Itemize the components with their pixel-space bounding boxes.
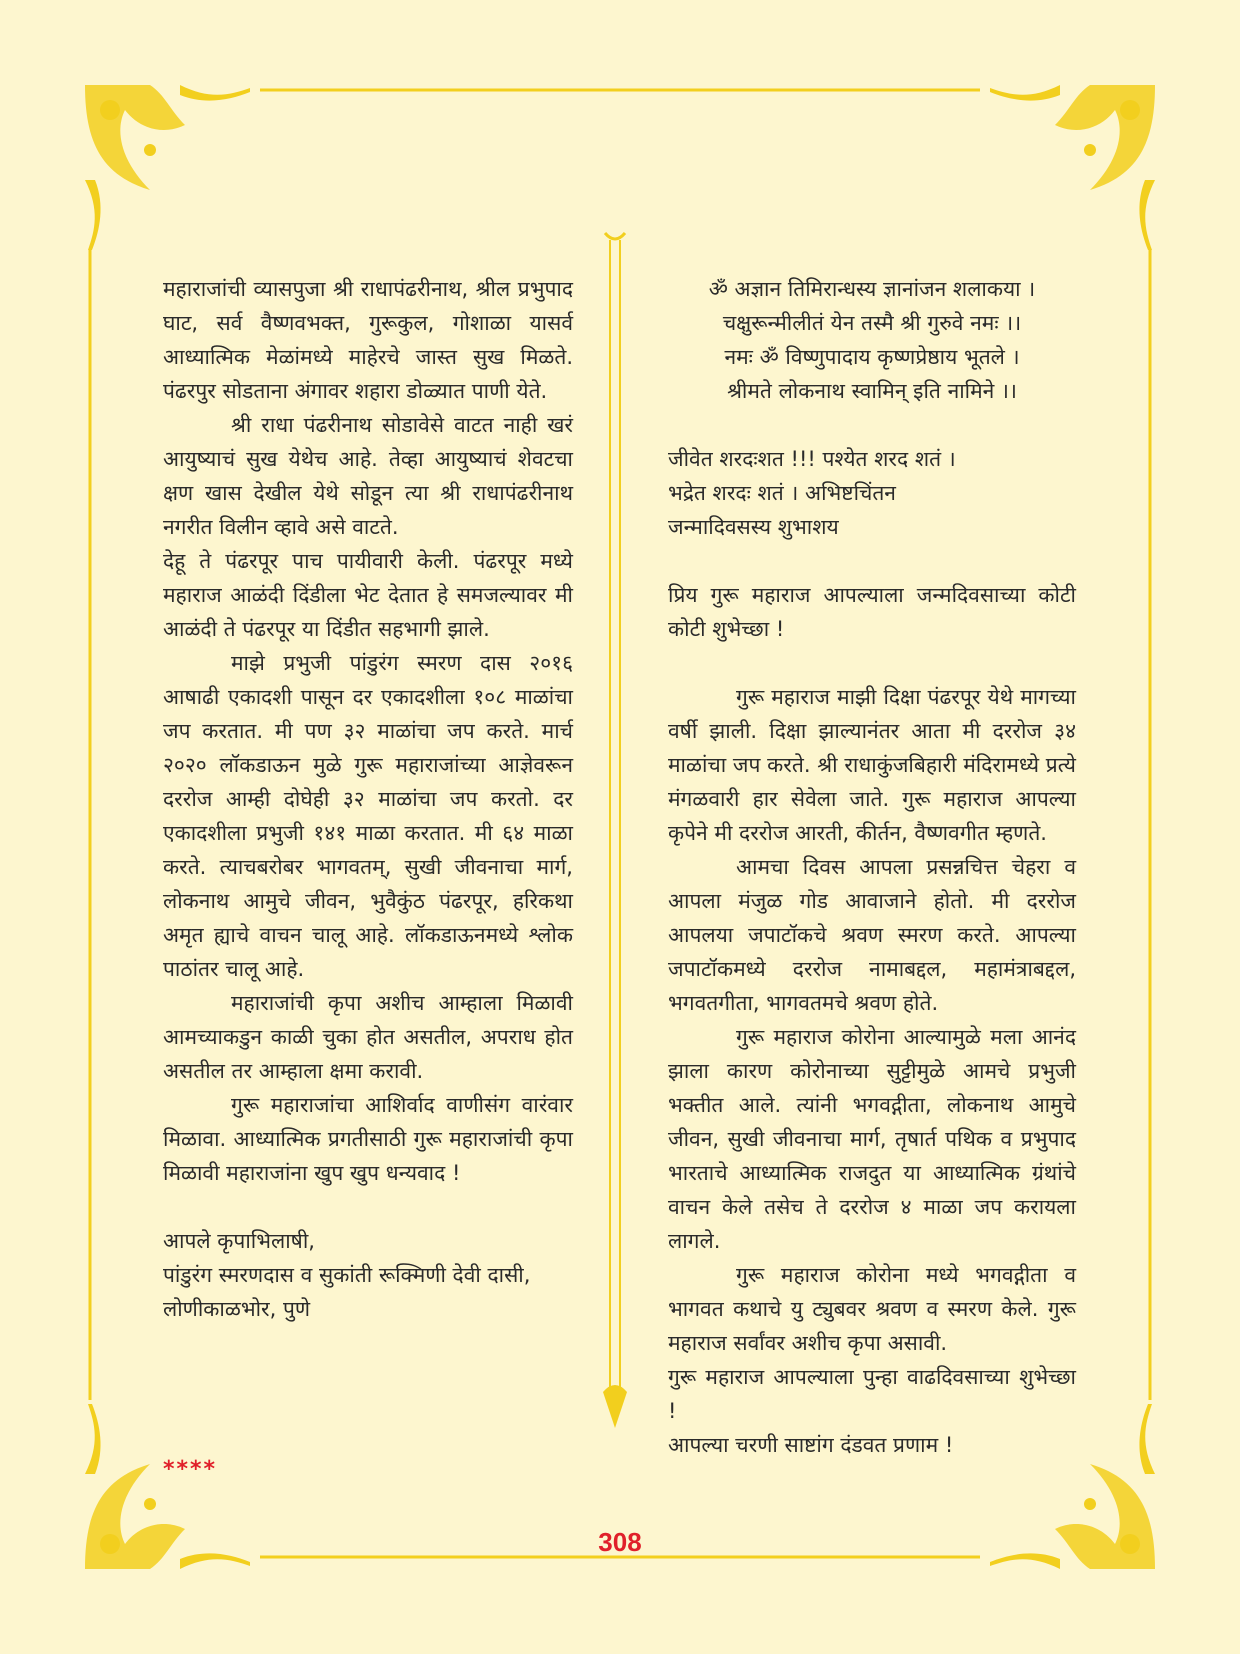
signoff-names: पांडुरंग स्मरणदास व सुकांती रूक्मिणी देवी दासी, [163, 1263, 531, 1287]
end-stars: **** [163, 1457, 218, 1482]
closing-wishes: गुरू महाराज आपल्याला पुन्हा वाढदिवसाच्या शुभेच्छा ! [668, 1365, 1076, 1423]
right-paragraph-3: गुरू महाराज कोरोना आल्यामुळे मला आनंद झाला कारण कोरोनाच्या सुट्टीमुळे आमचे प्रभुजी भक्तीत आले. त्यांनी भगवद्गीता, लोकनाथ आमुचे जीवन, सुखी जीवनाचा मार्ग, तृषार्त पथिक व प्रभुपाद भारताचे आध्यात्मिक राजदुत या आध्यात्मिक ग्रंथांचे वाचन केले तसेच ते दररोज ४ माळा जप करायला लागले. [668, 1025, 1076, 1253]
left-paragraph-4: माझे प्रभुजी पांडुरंग स्मरण दास २०१६ आषाढी एकादशी पासून दर एकादशीला १०८ माळांचा जप करतात. मी पण ३२ माळांचा जप करते. मार्च २०२० लॉकडाऊन मुळे गुरू महाराजांच्या आज्ञेवरून दररोज आम्ही दोघेही ३२ माळांचा जप करतो. दर एकादशीला प्रभुजी १४१ माळा करतात. मी ६४ माळा करते. त्याचबरोबर भागवतम्, सुखी जीवनाचा मार्ग, लोकनाथ आमुचे जीवन, भुवैकुंठ पंढरपूर, हरिकथा अमृत ह्याचे वाचन चालू आहे. लॉकडाऊनमध्ये श्लोक पाठांतर चालू आहे. [163, 651, 573, 981]
right-paragraph-2: आमचा दिवस आपला प्रसन्नचित्त चेहरा व आपला मंजुळ गोड आवाजाने होतो. मी दररोज आपलया जपाटॉकचे श्रवण स्मरण करते. आपल्या जपाटॉकमध्ये दररोज नामाबद्दल, महामंत्राबद्दल, भगवतगीता, भागवतमचे श्रवण होते. [668, 855, 1076, 1015]
verse-line-1: ॐ अज्ञान तिमिरान्धस्य ज्ञानांजन शलाकया । [708, 277, 1036, 301]
signoff: आपले कृपाभिलाषी, [163, 1229, 315, 1253]
left-column [163, 272, 573, 1326]
right-column [668, 272, 1076, 1462]
closing-pranam: आपल्या चरणी साष्टांग दंडवत प्रणाम ! [668, 1433, 954, 1457]
birthday-greeting: प्रिय गुरू महाराज आपल्याला जन्मदिवसाच्या कोटी कोटी शुभेच्छा ! [668, 583, 1076, 641]
verse-line-2: चक्षुरून्मीलीतं येन तस्मै श्री गुरुवे नमः ।। [722, 311, 1022, 335]
signoff-place: लोणीकाळभोर, पुणे [163, 1297, 311, 1321]
left-paragraph-1: महाराजांची व्यासपुजा श्री राधापंढरीनाथ, श्रील प्रभुपाद घाट, सर्व वैष्णवभक्त, गुरूकुल, गोशाळा यासर्व आध्यात्मिक मेळांमध्ये माहेरचे जास्त सुख मिळते. पंढरपुर सोडताना अंगावर शहारा डोळ्यात पाणी येते. [163, 277, 573, 403]
page-number: 308 [598, 1527, 642, 1557]
verse-line-4: श्रीमते लोकनाथ स्वामिन् इति नामिने ।। [727, 379, 1017, 403]
divider-drop-ornament [603, 1385, 627, 1428]
left-paragraph-6: गुरू महाराजांचा आशिर्वाद वाणीसंग वारंवार मिळावा. आध्यात्मिक प्रगतीसाठी गुरू महाराजांची कृपा मिळावी महाराजांना खुप खुप धन्यवाद ! [163, 1093, 573, 1185]
left-paragraph-3: देहू ते पंढरपूर पाच पायीवारी केली. पंढरपूर मध्ये महाराज आळंदी दिंडीला भेट देतात हे समजल्यावर मी आळंदी ते पंढरपूर या दिंडीत सहभागी झाले. [163, 549, 573, 641]
left-paragraph-2: श्री राधा पंढरीनाथ सोडावेसे वाटत नाही खरं आयुष्याचं सुख येथेच आहे. तेव्हा आयुष्याचं शेवटचा क्षण खास देखील येथे सोडून त्या श्री राधापंढरीनाथ नगरीत विलीन व्हावे असे वाटते. [163, 413, 573, 539]
verse-line-3: नमः ॐ विष्णुपादाय कृष्णप्रेष्ठाय भूतले । [724, 345, 1020, 369]
left-paragraph-5: महाराजांची कृपा अशीच आम्हाला मिळावी आमच्याकडुन काळी चुका होत असतील, अपराध होत असतील तर आम्हाला क्षमा करावी. [163, 991, 573, 1083]
corner-ornament-top-left [85, 85, 250, 250]
corner-ornament-top-right [990, 85, 1155, 250]
right-paragraph-1: गुरू महाराज माझी दिक्षा पंढरपूर येथे मागच्या वर्षी झाली. दिक्षा झाल्यानंतर आता मी दररोज ३४ माळांचा जप करते. श्री राधाकुंजबिहारी मंदिरामध्ये प्रत्ये मंगळवारी हार सेवेला जाते. गुरू महाराज आपल्या कृपेने मी दररोज आरती, कीर्तन, वैष्णवगीत म्हणते. [668, 685, 1076, 845]
right-paragraph-4: गुरू महाराज कोरोना मध्ये भगवद्गीता व भागवत कथाचे यु ट्युबवर श्रवण व स्मरण केले. गुरू महाराज सर्वांवर अशीच कृपा असावी. [668, 1263, 1076, 1355]
blessing-line-3: जन्मादिवसस्य शुभाशय [668, 515, 839, 539]
blessing-line-1: जीवेत शरदःशत !!! पश्येत शरद शतं । [668, 447, 956, 471]
blessing-line-2: भद्रेत शरदः शतं । अभिष्टचिंतन [668, 481, 896, 505]
